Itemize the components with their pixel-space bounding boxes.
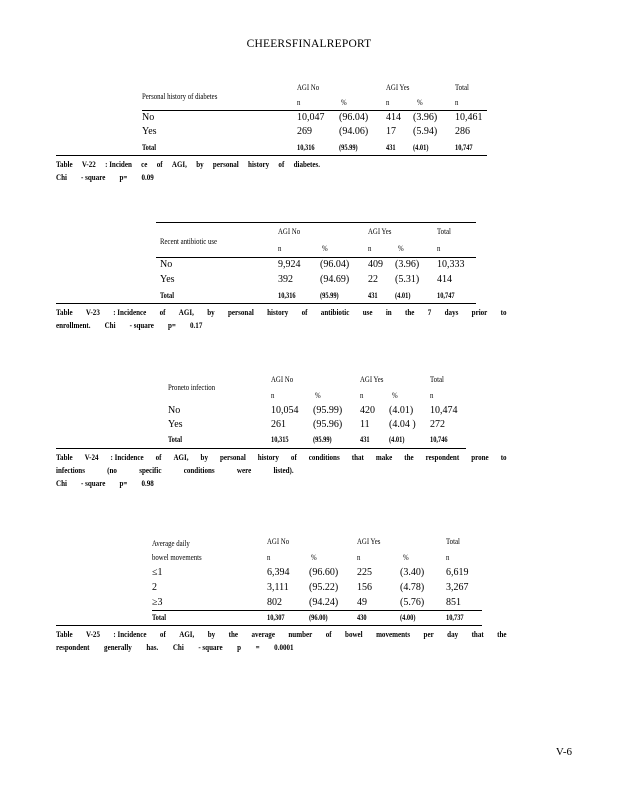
caption-line bbox=[56, 641, 294, 654]
caption-word: by bbox=[207, 630, 216, 639]
total-yes-pct: (4.00) bbox=[400, 613, 416, 622]
table-rule bbox=[56, 155, 487, 156]
caption-word: diabetes. bbox=[293, 160, 320, 169]
row-label: Yes bbox=[142, 126, 157, 137]
col-header-n: n bbox=[455, 98, 459, 107]
caption-word: V-25 bbox=[86, 630, 100, 639]
cell-total-n: 6,619 bbox=[446, 567, 469, 578]
caption-word: Table bbox=[56, 453, 73, 462]
caption-word: of bbox=[155, 453, 162, 462]
table-caption bbox=[56, 306, 507, 332]
row-stub-label: Average daily bbox=[152, 539, 190, 548]
row-label: No bbox=[160, 259, 173, 270]
cell-yes-n: 17 bbox=[386, 126, 396, 137]
cell-total-n: 272 bbox=[430, 419, 445, 430]
col-header-pct: % bbox=[315, 391, 321, 400]
caption-word: V-22 bbox=[81, 160, 96, 169]
col-header-agi-yes: AGI Yes bbox=[368, 227, 392, 236]
caption-word: AGI, bbox=[178, 308, 194, 317]
caption-word: p bbox=[237, 643, 242, 652]
caption-line bbox=[56, 628, 507, 641]
caption-word: enrollment. bbox=[56, 321, 91, 330]
cell-yes-n: 11 bbox=[360, 419, 370, 430]
cell-yes-pct: (4.04 ) bbox=[389, 419, 416, 430]
col-header-agi-no: AGI No bbox=[297, 83, 320, 92]
caption-word: AGI, bbox=[173, 453, 189, 462]
total-yes-n: 431 bbox=[360, 435, 370, 444]
caption-word: ce bbox=[141, 160, 148, 169]
col-header-agi-no: AGI No bbox=[267, 537, 290, 546]
cell-no-n: 10,047 bbox=[297, 112, 325, 123]
col-header-total: Total bbox=[446, 537, 460, 546]
caption-word: history bbox=[267, 308, 289, 317]
cell-yes-n: 49 bbox=[357, 597, 367, 608]
col-header-pct: % bbox=[417, 98, 423, 107]
caption-word: AGI, bbox=[179, 630, 195, 639]
caption-word: Table bbox=[56, 308, 73, 317]
caption-word: were bbox=[236, 466, 252, 475]
cell-no-pct: (96.04) bbox=[320, 259, 350, 270]
caption-word: personal bbox=[212, 160, 239, 169]
caption-word: p= bbox=[119, 173, 128, 182]
table-caption bbox=[56, 158, 320, 184]
caption-word: the bbox=[404, 453, 414, 462]
cell-no-n: 3,111 bbox=[267, 582, 289, 593]
cell-no-n: 9,924 bbox=[278, 259, 301, 270]
cell-yes-n: 409 bbox=[368, 259, 383, 270]
caption-word: respondent bbox=[425, 453, 460, 462]
total-row-label: Total bbox=[152, 613, 166, 622]
cell-no-n: 392 bbox=[278, 274, 293, 285]
cell-no-pct: (96.04) bbox=[339, 112, 369, 123]
caption-word: the bbox=[228, 630, 239, 639]
row-stub-label: Proneto infection bbox=[168, 383, 216, 392]
page-header: CHEERSFINALREPORT bbox=[246, 38, 372, 50]
cell-no-n: 802 bbox=[267, 597, 282, 608]
caption-line bbox=[56, 464, 294, 477]
col-header-agi-no: AGI No bbox=[278, 227, 301, 236]
col-header-n: n bbox=[271, 391, 275, 400]
total-no-n: 10,315 bbox=[271, 435, 289, 444]
cell-no-pct: (94.24) bbox=[309, 597, 339, 608]
col-header-pct: % bbox=[341, 98, 347, 107]
caption-word: - square bbox=[129, 321, 154, 330]
caption-word: by bbox=[207, 308, 215, 317]
cell-no-pct: (95.99) bbox=[313, 405, 343, 416]
caption-word: by bbox=[200, 453, 208, 462]
caption-word: average bbox=[251, 630, 275, 639]
table-rule bbox=[156, 257, 476, 258]
cell-no-pct: (95.96) bbox=[313, 419, 343, 430]
caption-word: p= bbox=[119, 479, 128, 488]
total-row-label: Total bbox=[142, 143, 156, 152]
total-yes-n: 430 bbox=[357, 613, 367, 622]
caption-word: - square bbox=[81, 173, 106, 182]
total-total-n: 10,746 bbox=[430, 435, 448, 444]
caption-word: make bbox=[375, 453, 393, 462]
cell-total-n: 10,333 bbox=[437, 259, 465, 270]
table-rule bbox=[56, 303, 476, 304]
col-header-n: n bbox=[297, 98, 301, 107]
caption-word: V-24 bbox=[84, 453, 99, 462]
table-rule bbox=[56, 625, 482, 626]
caption-word: 7 bbox=[427, 308, 432, 317]
col-header-pct: % bbox=[398, 244, 404, 253]
caption-word: : Inciden bbox=[105, 160, 132, 169]
caption-word: 0.17 bbox=[190, 321, 203, 330]
caption-word: 0.09 bbox=[141, 173, 154, 182]
col-header-agi-no: AGI No bbox=[271, 375, 294, 384]
cell-yes-pct: (4.78) bbox=[400, 582, 425, 593]
total-no-pct: (96.00) bbox=[309, 613, 328, 622]
total-total-n: 10,747 bbox=[455, 143, 473, 152]
caption-word: the bbox=[497, 630, 507, 639]
col-header-n: n bbox=[368, 244, 372, 253]
cell-total-n: 10,474 bbox=[430, 405, 458, 416]
col-header-total: Total bbox=[430, 375, 444, 384]
cell-total-n: 3,267 bbox=[446, 582, 469, 593]
caption-word: conditions bbox=[183, 466, 215, 475]
cell-yes-pct: (3.96) bbox=[413, 112, 438, 123]
caption-word: history bbox=[257, 453, 279, 462]
cell-no-n: 261 bbox=[271, 419, 286, 430]
cell-no-n: 269 bbox=[297, 126, 312, 137]
caption-word: Table bbox=[56, 160, 73, 169]
col-header-pct: % bbox=[403, 553, 409, 562]
col-header-pct: % bbox=[311, 553, 317, 562]
row-label: ≤1 bbox=[152, 567, 163, 578]
caption-word: personal bbox=[219, 453, 246, 462]
total-row-label: Total bbox=[168, 435, 182, 444]
total-yes-n: 431 bbox=[386, 143, 396, 152]
row-label: Yes bbox=[168, 419, 183, 430]
cell-no-pct: (94.69) bbox=[320, 274, 350, 285]
col-header-pct: % bbox=[392, 391, 398, 400]
row-stub-label: Recent antibiotic use bbox=[160, 237, 218, 246]
caption-word: : Incidence bbox=[113, 308, 147, 317]
caption-word: bowel bbox=[345, 630, 363, 639]
row-label: Yes bbox=[160, 274, 175, 285]
col-header-n: n bbox=[278, 244, 282, 253]
table-rule bbox=[142, 110, 487, 111]
cell-yes-n: 225 bbox=[357, 567, 372, 578]
caption-word: Chi bbox=[104, 321, 116, 330]
caption-word: : Incidence bbox=[113, 630, 147, 639]
cell-total-n: 414 bbox=[437, 274, 452, 285]
col-header-agi-yes: AGI Yes bbox=[386, 83, 410, 92]
total-total-n: 10,737 bbox=[446, 613, 464, 622]
caption-word: of bbox=[278, 160, 285, 169]
caption-word: to bbox=[500, 308, 507, 317]
caption-word: conditions bbox=[308, 453, 340, 462]
caption-word: : Incidence bbox=[110, 453, 144, 462]
total-yes-pct: (4.01) bbox=[413, 143, 429, 152]
cell-yes-pct: (3.96) bbox=[395, 259, 420, 270]
cell-yes-n: 156 bbox=[357, 582, 372, 593]
caption-word: history bbox=[248, 160, 270, 169]
row-label: 2 bbox=[152, 582, 157, 593]
caption-word: (no bbox=[107, 466, 117, 475]
cell-no-pct: (96.60) bbox=[309, 567, 339, 578]
caption-word: prone bbox=[471, 453, 489, 462]
col-header-agi-yes: AGI Yes bbox=[357, 537, 381, 546]
cell-no-n: 6,394 bbox=[267, 567, 290, 578]
caption-word: Chi bbox=[56, 479, 67, 488]
col-header-n: n bbox=[430, 391, 434, 400]
caption-word: Chi bbox=[172, 643, 184, 652]
cell-yes-pct: (4.01) bbox=[389, 405, 414, 416]
caption-word: prior bbox=[471, 308, 488, 317]
row-stub-label: Personal history of diabetes bbox=[142, 92, 218, 101]
total-yes-pct: (4.01) bbox=[389, 435, 405, 444]
row-label: No bbox=[168, 405, 181, 416]
caption-word: of bbox=[325, 630, 332, 639]
total-no-pct: (95.99) bbox=[313, 435, 332, 444]
caption-line bbox=[56, 158, 320, 171]
caption-word: specific bbox=[139, 466, 162, 475]
cell-no-pct: (95.22) bbox=[309, 582, 339, 593]
caption-word: listed). bbox=[273, 466, 294, 475]
cell-no-n: 10,054 bbox=[271, 405, 299, 416]
col-header-n: n bbox=[357, 553, 361, 562]
caption-word: V-23 bbox=[85, 308, 100, 317]
total-no-pct: (95.99) bbox=[320, 291, 339, 300]
caption-word: 0.98 bbox=[141, 479, 154, 488]
caption-line bbox=[56, 306, 507, 319]
caption-line bbox=[56, 171, 320, 184]
caption-word: Table bbox=[56, 630, 73, 639]
caption-word: = bbox=[255, 643, 260, 652]
caption-word: 0.0001 bbox=[274, 643, 294, 652]
caption-word: of bbox=[159, 308, 166, 317]
caption-word: of bbox=[290, 453, 297, 462]
total-no-pct: (95.99) bbox=[339, 143, 358, 152]
total-no-n: 10,316 bbox=[297, 143, 315, 152]
table-rule bbox=[156, 222, 476, 223]
col-header-total: Total bbox=[455, 83, 469, 92]
col-header-n: n bbox=[446, 553, 450, 562]
caption-word: in bbox=[385, 308, 392, 317]
cell-yes-n: 22 bbox=[368, 274, 378, 285]
table-caption bbox=[56, 451, 507, 490]
caption-word: - square bbox=[81, 479, 106, 488]
cell-total-n: 10,461 bbox=[455, 112, 483, 123]
col-header-pct: % bbox=[322, 244, 328, 253]
cell-no-pct: (94.06) bbox=[339, 126, 369, 137]
col-header-n: n bbox=[437, 244, 441, 253]
caption-word: p= bbox=[168, 321, 176, 330]
caption-word: antibiotic bbox=[320, 308, 350, 317]
caption-word: movements bbox=[376, 630, 411, 639]
total-row-label: Total bbox=[160, 291, 174, 300]
cell-yes-pct: (3.40) bbox=[400, 567, 425, 578]
table-caption bbox=[56, 628, 507, 654]
col-header-total: Total bbox=[437, 227, 451, 236]
caption-word: number bbox=[288, 630, 313, 639]
caption-word: respondent bbox=[56, 643, 90, 652]
cell-total-n: 851 bbox=[446, 597, 461, 608]
cell-yes-pct: (5.94) bbox=[413, 126, 438, 137]
cell-yes-pct: (5.31) bbox=[395, 274, 420, 285]
caption-word: Chi bbox=[56, 173, 67, 182]
caption-word: use bbox=[362, 308, 373, 317]
cell-yes-pct: (5.76) bbox=[400, 597, 425, 608]
total-no-n: 10,307 bbox=[267, 613, 285, 622]
caption-word: per bbox=[423, 630, 434, 639]
caption-word: of bbox=[159, 630, 166, 639]
total-total-n: 10,747 bbox=[437, 291, 455, 300]
total-yes-pct: (4.01) bbox=[395, 291, 411, 300]
caption-word: day bbox=[447, 630, 459, 639]
caption-word: of bbox=[156, 160, 163, 169]
col-header-n: n bbox=[360, 391, 364, 400]
row-label: No bbox=[142, 112, 155, 123]
caption-word: to bbox=[500, 453, 507, 462]
total-no-n: 10,316 bbox=[278, 291, 296, 300]
caption-word: by bbox=[196, 160, 204, 169]
row-stub-label: bowel movements bbox=[152, 553, 202, 562]
caption-word: - square bbox=[198, 643, 223, 652]
caption-word: personal bbox=[227, 308, 254, 317]
table-rule bbox=[152, 610, 482, 611]
col-header-n: n bbox=[386, 98, 390, 107]
cell-yes-n: 414 bbox=[386, 112, 401, 123]
caption-line bbox=[56, 477, 507, 490]
caption-line bbox=[56, 451, 507, 464]
col-header-agi-yes: AGI Yes bbox=[360, 375, 384, 384]
total-yes-n: 431 bbox=[368, 291, 378, 300]
caption-word: generally bbox=[104, 643, 132, 652]
cell-yes-n: 420 bbox=[360, 405, 375, 416]
caption-word: that bbox=[471, 630, 484, 639]
page-number: V-6 bbox=[555, 746, 572, 758]
caption-word: the bbox=[405, 308, 415, 317]
cell-total-n: 286 bbox=[455, 126, 470, 137]
caption-word: days bbox=[444, 308, 459, 317]
row-label: ≥3 bbox=[152, 597, 163, 608]
caption-word: AGI, bbox=[171, 160, 187, 169]
caption-word: of bbox=[301, 308, 308, 317]
col-header-n: n bbox=[267, 553, 271, 562]
caption-word: infections bbox=[56, 466, 85, 475]
caption-word: has. bbox=[146, 643, 159, 652]
table-rule bbox=[56, 448, 466, 449]
caption-line bbox=[56, 319, 507, 332]
caption-word: that bbox=[351, 453, 364, 462]
